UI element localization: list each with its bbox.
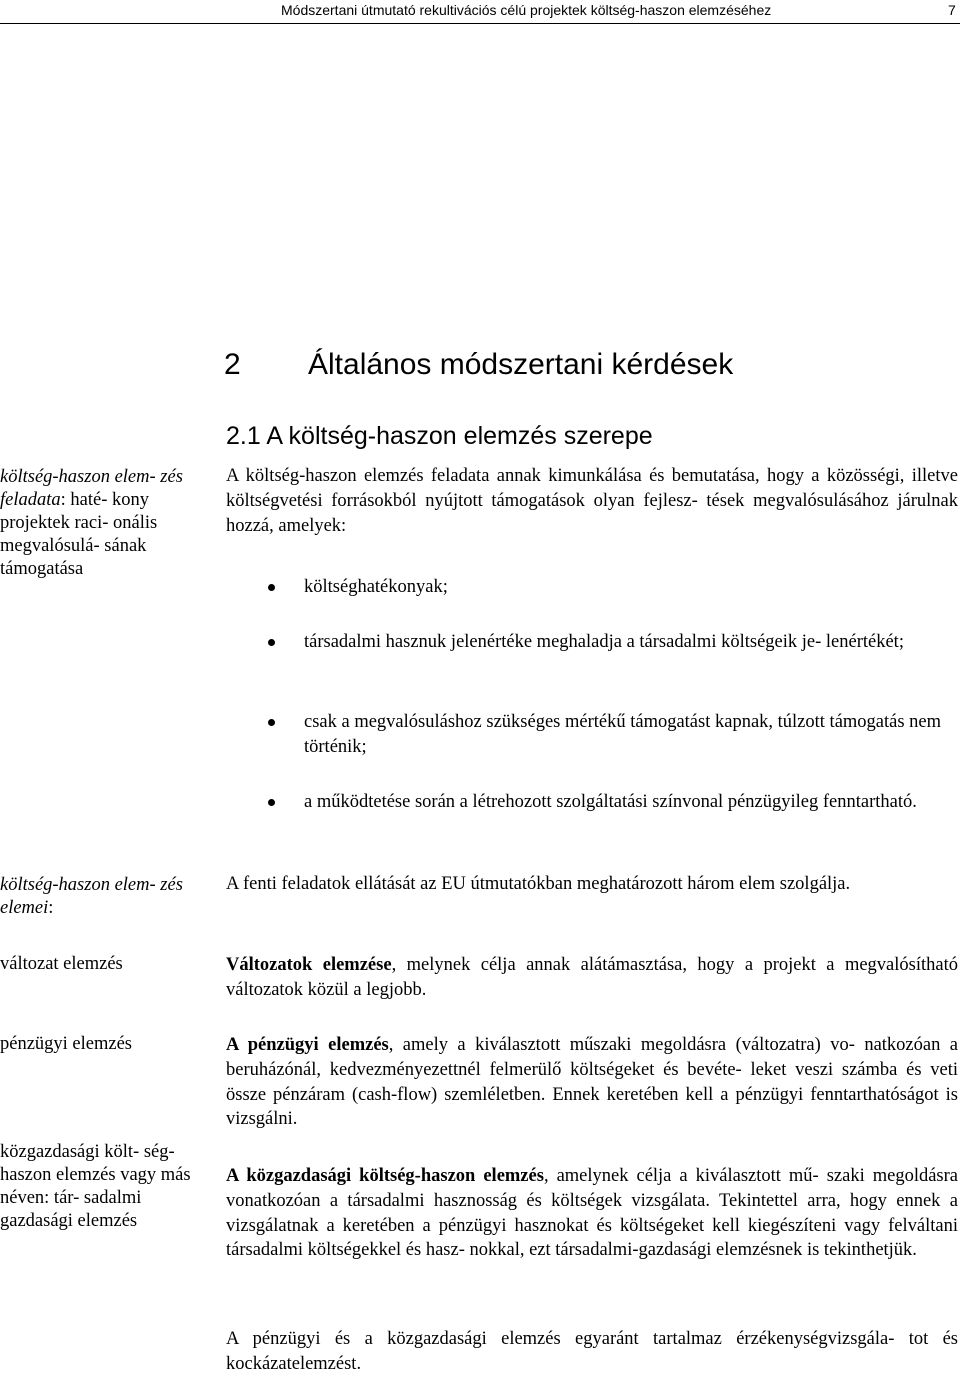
header-rule <box>0 23 960 24</box>
bullet-text: csak a megvalósuláshoz szükséges mértékű támogatást kapnak, túlzott támogatás nem történik; <box>304 712 942 757</box>
sidenote-financial: pénzügyi elemzés <box>0 1034 133 1054</box>
financial-paragraph <box>226 1033 958 1132</box>
economic-paragraph <box>226 1164 958 1263</box>
financial-term: A pénzügyi elemzés <box>226 1035 389 1055</box>
sidenote-task <box>0 466 205 581</box>
sidenote-variant: változat elemzés <box>0 954 123 974</box>
chapter-heading <box>224 348 733 382</box>
sidenote-economic: közgazdasági költ- ség-haszon elemzés vagy más néven: tár- sadalmi gazdasági elemzés <box>0 1142 191 1231</box>
bullet-dot <box>268 799 275 806</box>
financial-text: , amely a kiválasztott műszaki megoldásra (változatra) vo- natkozóan a beruházónál, kedvezményezettnél felmerülő költségeket és bevéte- leket veszi számba és veti össze pénzáram (cash-flow) szemléletben. Ennek keretében kell a pénzügyi fenntarthatóságot is vizsgálni. <box>226 1035 958 1130</box>
bullet-dot <box>268 584 275 591</box>
page-header <box>0 0 960 24</box>
bullet-dot <box>268 639 275 646</box>
economic-term: A közgazdasági költség-haszon elemzés <box>226 1166 544 1186</box>
intro-paragraph: A költség-haszon elemzés feladata annak kimunkálása és bemutatása, hogy a közösségi, illetve költségvetési forrásokból nyújtott támogatások olyan fejlesz- tések megvalósulásához járulnak hozzá, amelyek: <box>226 466 958 536</box>
variant-text: , melynek célja annak alátámasztása, hogy a projekt a megvalósítható változatok közül a legjobb. <box>226 955 958 1000</box>
bullet-text: társadalmi hasznuk jelenértéke meghaladja a társadalmi költségeik je- lenértékét; <box>304 632 904 652</box>
variant-term: Változatok elemzése <box>226 955 392 975</box>
bullet-dot <box>268 719 275 726</box>
final-paragraph: A pénzügyi és a közgazdasági elemzés egyaránt tartalmaz érzékenységvizsgála- tot és kockázatelemzést. <box>226 1329 958 1374</box>
variant-paragraph <box>226 953 958 1003</box>
page-number: 7 <box>948 2 956 18</box>
sidenote-task-italic: költség-haszon elem- zés feladata <box>0 467 183 510</box>
header-title: Módszertani útmutató rekultivációs célú projektek költség-haszon elemzéséhez <box>281 2 772 18</box>
bullet-text: a működtetése során a létrehozott szolgáltatási színvonal pénzügyileg fenntartható. <box>304 792 917 812</box>
tasks-paragraph: A fenti feladatok ellátását az EU útmutatókban meghatározott három elem szolgálja. <box>226 874 851 894</box>
sidenote-task-rest: : haté- kony projektek raci- onális megvalósulá- sának támogatása <box>0 490 158 579</box>
sidenote-elements <box>0 874 205 920</box>
chapter-number: 2 <box>224 348 241 381</box>
bullet-text: költséghatékonyak; <box>304 577 448 597</box>
chapter-title: Általános módszertani kérdések <box>308 348 734 381</box>
section-heading: 2.1 A költség-haszon elemzés szerepe <box>226 422 653 450</box>
sidenote-elements-italic: költség-haszon elem- zés elemei <box>0 875 183 918</box>
economic-text: , amelynek célja a kiválasztott mű- szaki megoldásra vonatkozóan a társadalmi hasznosság és költségek vizsgálata. Tekintettel arra, hogy ennek a vizsgálatnak a keretében a pénzügyi hasznokat és költségeket kell kiegészíteni vagy felváltani társadalmi költségekkel és hasz- nokkal, ezt társadalmi-gazdasági elemzésnek is tekinthetjük. <box>226 1166 958 1261</box>
sidenote-elements-rest: : <box>48 898 54 918</box>
